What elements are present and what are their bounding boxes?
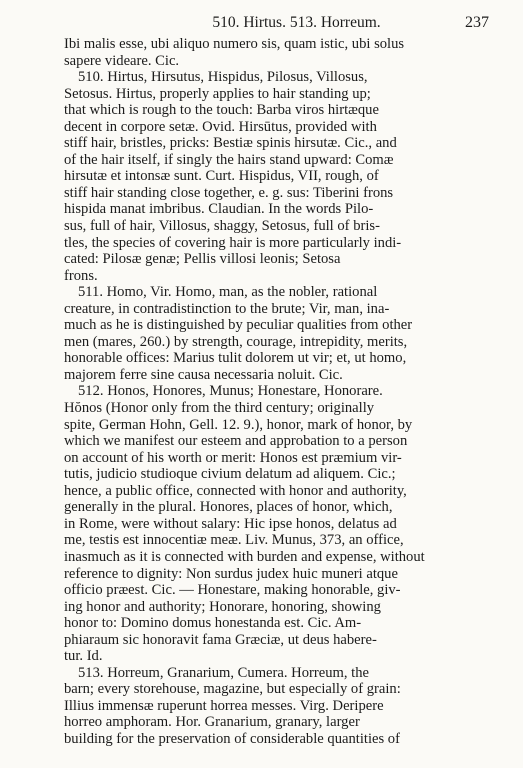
text-line: ing honor and authority; Honorare, honoring, showing — [64, 598, 381, 615]
text-line: barn; every storehouse, magazine, but especially of grain: — [64, 681, 401, 698]
text-line: stiff hair, bristles, pricks: Bestiæ spinis hirsutæ. Cic., and — [64, 135, 397, 152]
text-line: me, testis est innocentiæ meæ. Liv. Munus, 373, an office, — [64, 532, 404, 549]
text-line: which we manifest our esteem and approbation to a person — [64, 433, 408, 450]
text-line: horreo amphoram. Hor. Granarium, granary, larger — [64, 714, 360, 731]
text-line: generally in the plural. Honores, places of honor, which, — [64, 499, 393, 516]
text-line: tles, the species of covering hair is more particularly indi- — [64, 234, 402, 251]
paragraph — [64, 36, 489, 69]
text-line: in Rome, were without salary: Hic ipse honos, delatus ad — [64, 515, 397, 532]
running-header — [64, 14, 489, 36]
text-line: Illius immensæ ruperunt horrea messes. Virg. Deripere — [64, 697, 384, 714]
paragraph — [64, 665, 489, 748]
text-line: phiaraum sic honoravit fama Græciæ, ut deus haberе- — [64, 631, 377, 648]
text-line: honorable offices: Marius tulit dolorem ut vir; et, ut homo, — [64, 350, 407, 367]
text-line: frons. — [64, 267, 98, 284]
text-line: inasmuch as it is connected with burden and expense, without — [64, 548, 425, 565]
text-line: 512. Honos, Honores, Munus; Honestare, Honorare. — [78, 383, 383, 400]
text-line: of the hair itself, if singly the hairs stand upward: Comæ — [64, 151, 394, 168]
text-line: Ibi malis esse, ubi aliquo numero sis, quam istic, ubi solus — [64, 36, 405, 52]
text-line: Hŏnos (Honor only from the third century; originally — [64, 400, 375, 417]
paragraph — [64, 284, 489, 383]
text-line: Setosus. Hirtus, properly applies to hair standing up; — [64, 85, 371, 102]
text-line: decent in corpore setæ. Ovid. Hirsūtus, provided with — [64, 118, 377, 135]
text-line: spite, German Hohn, Gell. 12. 9.), honor, mark of honor, by — [64, 416, 413, 433]
text-line: stiff hair standing close together, e. g. sus: Tiberini frons — [64, 184, 394, 201]
text-line: sapere videare. Cic. — [64, 52, 180, 69]
text-line: hispida manat imbribus. Claudian. In the words Pilo- — [64, 201, 374, 218]
text-line: tur. Id. — [64, 648, 103, 665]
text-line: that which is rough to the touch: Barba viros hirtæque — [64, 102, 379, 119]
text-line: creature, in contradistinction to the brute; Vir, man, ina- — [64, 300, 390, 317]
text-line: on account of his worth or merit: Honos est præmium vir- — [64, 449, 402, 466]
paragraph — [64, 383, 489, 664]
text-line: 511. Homo, Vir. Homo, man, as the nobler, rational — [78, 284, 378, 301]
text-line: 510. Hirtus, Hirsutus, Hispidus, Pilosus, Villosus, — [78, 69, 368, 86]
text-line: building for the preservation of considerable quantities of — [64, 730, 400, 747]
text-line: reference to dignity: Non surdus judex huic muneri atque — [64, 565, 398, 582]
text-line: tutis, judicio studioque civium delatum ad aliquem. Cic.; — [64, 466, 396, 483]
text-line: 513. Horreum, Granarium, Cumera. Horreum, the — [78, 664, 369, 681]
text-line: hence, a public office, connected with honor and authority, — [64, 482, 407, 499]
page-body — [64, 36, 489, 748]
text-line: majorem ferre sine causa necessaria noluit. Cic. — [64, 366, 343, 383]
running-title: 510. Hirtus. 513. Horreum. — [212, 14, 381, 31]
text-line: cated: Pilosæ genæ; Pellis villosi leonis; Setosa — [64, 251, 341, 268]
text-line: much as he is distinguished by peculiar qualities from other — [64, 317, 413, 334]
text-line: hirsutæ et intonsæ sunt. Curt. Hispidus, VII, rough, of — [64, 168, 379, 185]
text-line: sus, full of hair, Villosus, shaggy, Setosus, full of bris- — [64, 218, 380, 235]
paragraph — [64, 69, 489, 284]
page-number: 237 — [465, 14, 489, 31]
text-line: honor to: Domino domus honestanda est. Cic. Am- — [64, 615, 362, 632]
text-line: officio præest. Cic. — Honestare, making honorable, giv- — [64, 582, 401, 599]
text-line: men (mares, 260.) by strength, courage, intrepidity, merits, — [64, 333, 408, 350]
